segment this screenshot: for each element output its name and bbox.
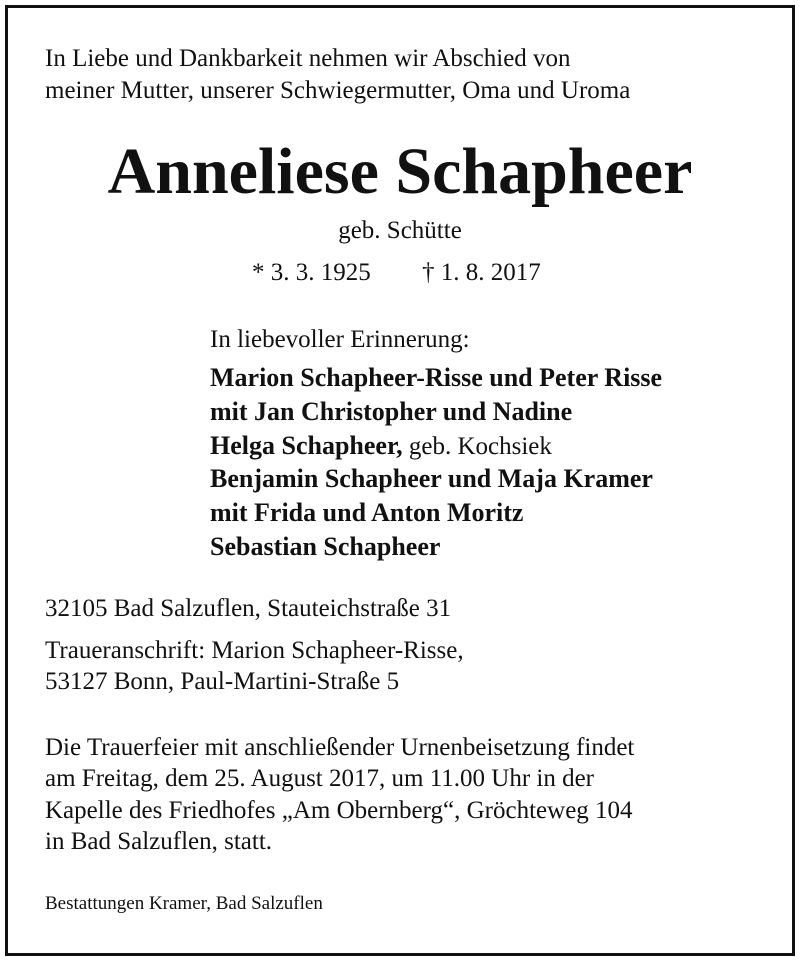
mourner-line-6: Sebastian Schapheer [210,532,441,561]
address-line-3: 53127 Bonn, Paul-Martini-Straße 5 [45,668,400,695]
mourner-line-4: Benjamin Schapheer und Maja Kramer [210,464,653,493]
mourners-heading: In liebevoller Erinnerung: [210,326,470,353]
intro-line-1: In Liebe und Dankbarkeit nehmen wir Abschied von [45,45,571,72]
address-line-2: Traueranschrift: Marion Schapheer-Risse, [45,637,464,664]
death-date: † 1. 8. 2017 [422,259,541,286]
mourner-line-3-rest: geb. Kochsiek [402,433,552,460]
mourner-line-3-name: Helga Schapheer, [210,431,403,460]
deceased-name: Anneliese Schapheer [107,135,693,208]
mourner-line-2: mit Jan Christopher und Nadine [210,397,573,426]
undertaker: Bestattungen Kramer, Bad Salzuflen [45,893,323,914]
address-line-1: 32105 Bad Salzuflen, Stauteichstraße 31 [45,595,452,622]
mourner-line-5: mit Frida und Anton Moritz [210,498,524,527]
service-line-4: in Bad Salzuflen, statt. [45,828,273,855]
service-line-3: Kapelle des Friedhofes „Am Obernberg“, Gröchteweg 104 [45,797,633,824]
intro-line-2: meiner Mutter, unserer Schwiegermutter, Oma und Uroma [45,77,631,104]
mourner-line-1: Marion Schapheer-Risse und Peter Risse [210,363,663,392]
service-line-2: am Freitag, dem 25. August 2017, um 11.00 Uhr in der [45,765,595,792]
service-line-1: Die Trauerfeier mit anschließender Urnenbeisetzung findet [45,734,635,761]
maiden-name: geb. Schütte [338,217,462,244]
mourner-line-3 [210,431,552,462]
birth-date: * 3. 3. 1925 [252,259,371,286]
